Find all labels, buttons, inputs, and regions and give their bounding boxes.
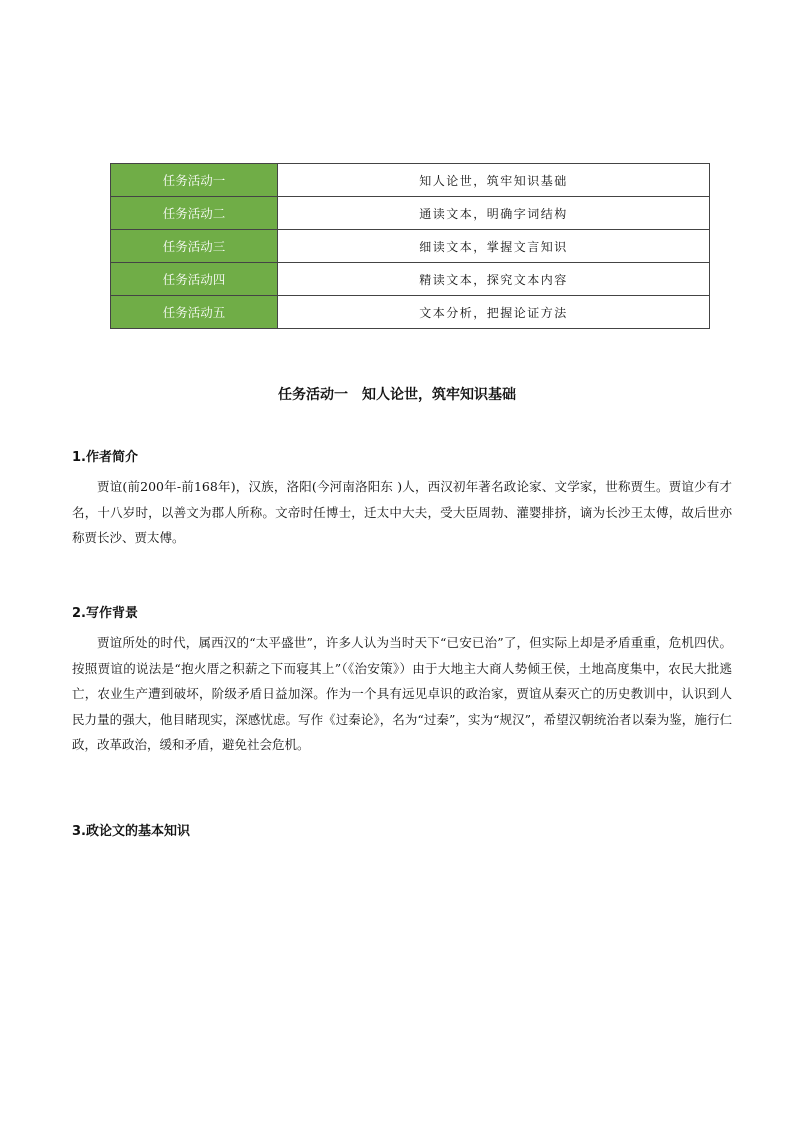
task-label: 任务活动四	[111, 263, 278, 296]
task-desc: 文本分析，把握论证方法	[278, 296, 710, 329]
task-desc: 精读文本，探究文本内容	[278, 263, 710, 296]
table-row	[111, 197, 710, 230]
task-label: 任务活动一	[111, 164, 278, 197]
task-table	[110, 163, 710, 329]
table-row	[111, 164, 710, 197]
table-row	[111, 263, 710, 296]
task-desc: 细读文本，掌握文言知识	[278, 230, 710, 263]
task-label: 任务活动二	[111, 197, 278, 230]
author-paragraph: 贾谊(前200年-前168年)，汉族，洛阳(今河南洛阳东 )人，西汉初年著名政论家、文学家，世称贾生。贾谊少有才名，十八岁时，以善文为郡人所称。文帝时任博士，迁太中大夫，受大臣周勃、灌婴排挤，谪为长沙王太傅，故后世亦称贾长沙、贾太傅。	[72, 479, 732, 545]
background-heading: 2.写作背景	[72, 606, 138, 621]
background-paragraph: 贾谊所处的时代，属西汉的“太平盛世”，许多人认为当时天下“已安已治”了，但实际上却是矛盾重重，危机四伏。按照贾谊的说法是“抱火厝之积薪之下而寝其上”（《治安策》）由于大地主大商人势倾王侯，土地高度集中，农民大批逃亡，农业生产遭到破坏，阶级矛盾日益加深。作为一个具有远见卓识的政治家，贾谊从秦灭亡的历史教训中，认识到人民力量的强大，他目睹现实，深感忧虑。写作《过秦论》，名为“过秦”，实为“规汉”，希望汉朝统治者以秦为鉴，施行仁政，改革政治，缓和矛盾，避免社会危机。	[72, 635, 732, 752]
table-row	[111, 296, 710, 329]
task-label: 任务活动三	[111, 230, 278, 263]
author-heading: 1.作者简介	[72, 450, 138, 465]
task-desc: 知人论世，筑牢知识基础	[278, 164, 710, 197]
task-desc: 通读文本，明确字词结构	[278, 197, 710, 230]
task-label: 任务活动五	[111, 296, 278, 329]
section-title: 任务活动一 知人论世，筑牢知识基础	[278, 387, 516, 403]
table-row	[111, 230, 710, 263]
basics-heading: 3.政论文的基本知识	[72, 824, 190, 839]
